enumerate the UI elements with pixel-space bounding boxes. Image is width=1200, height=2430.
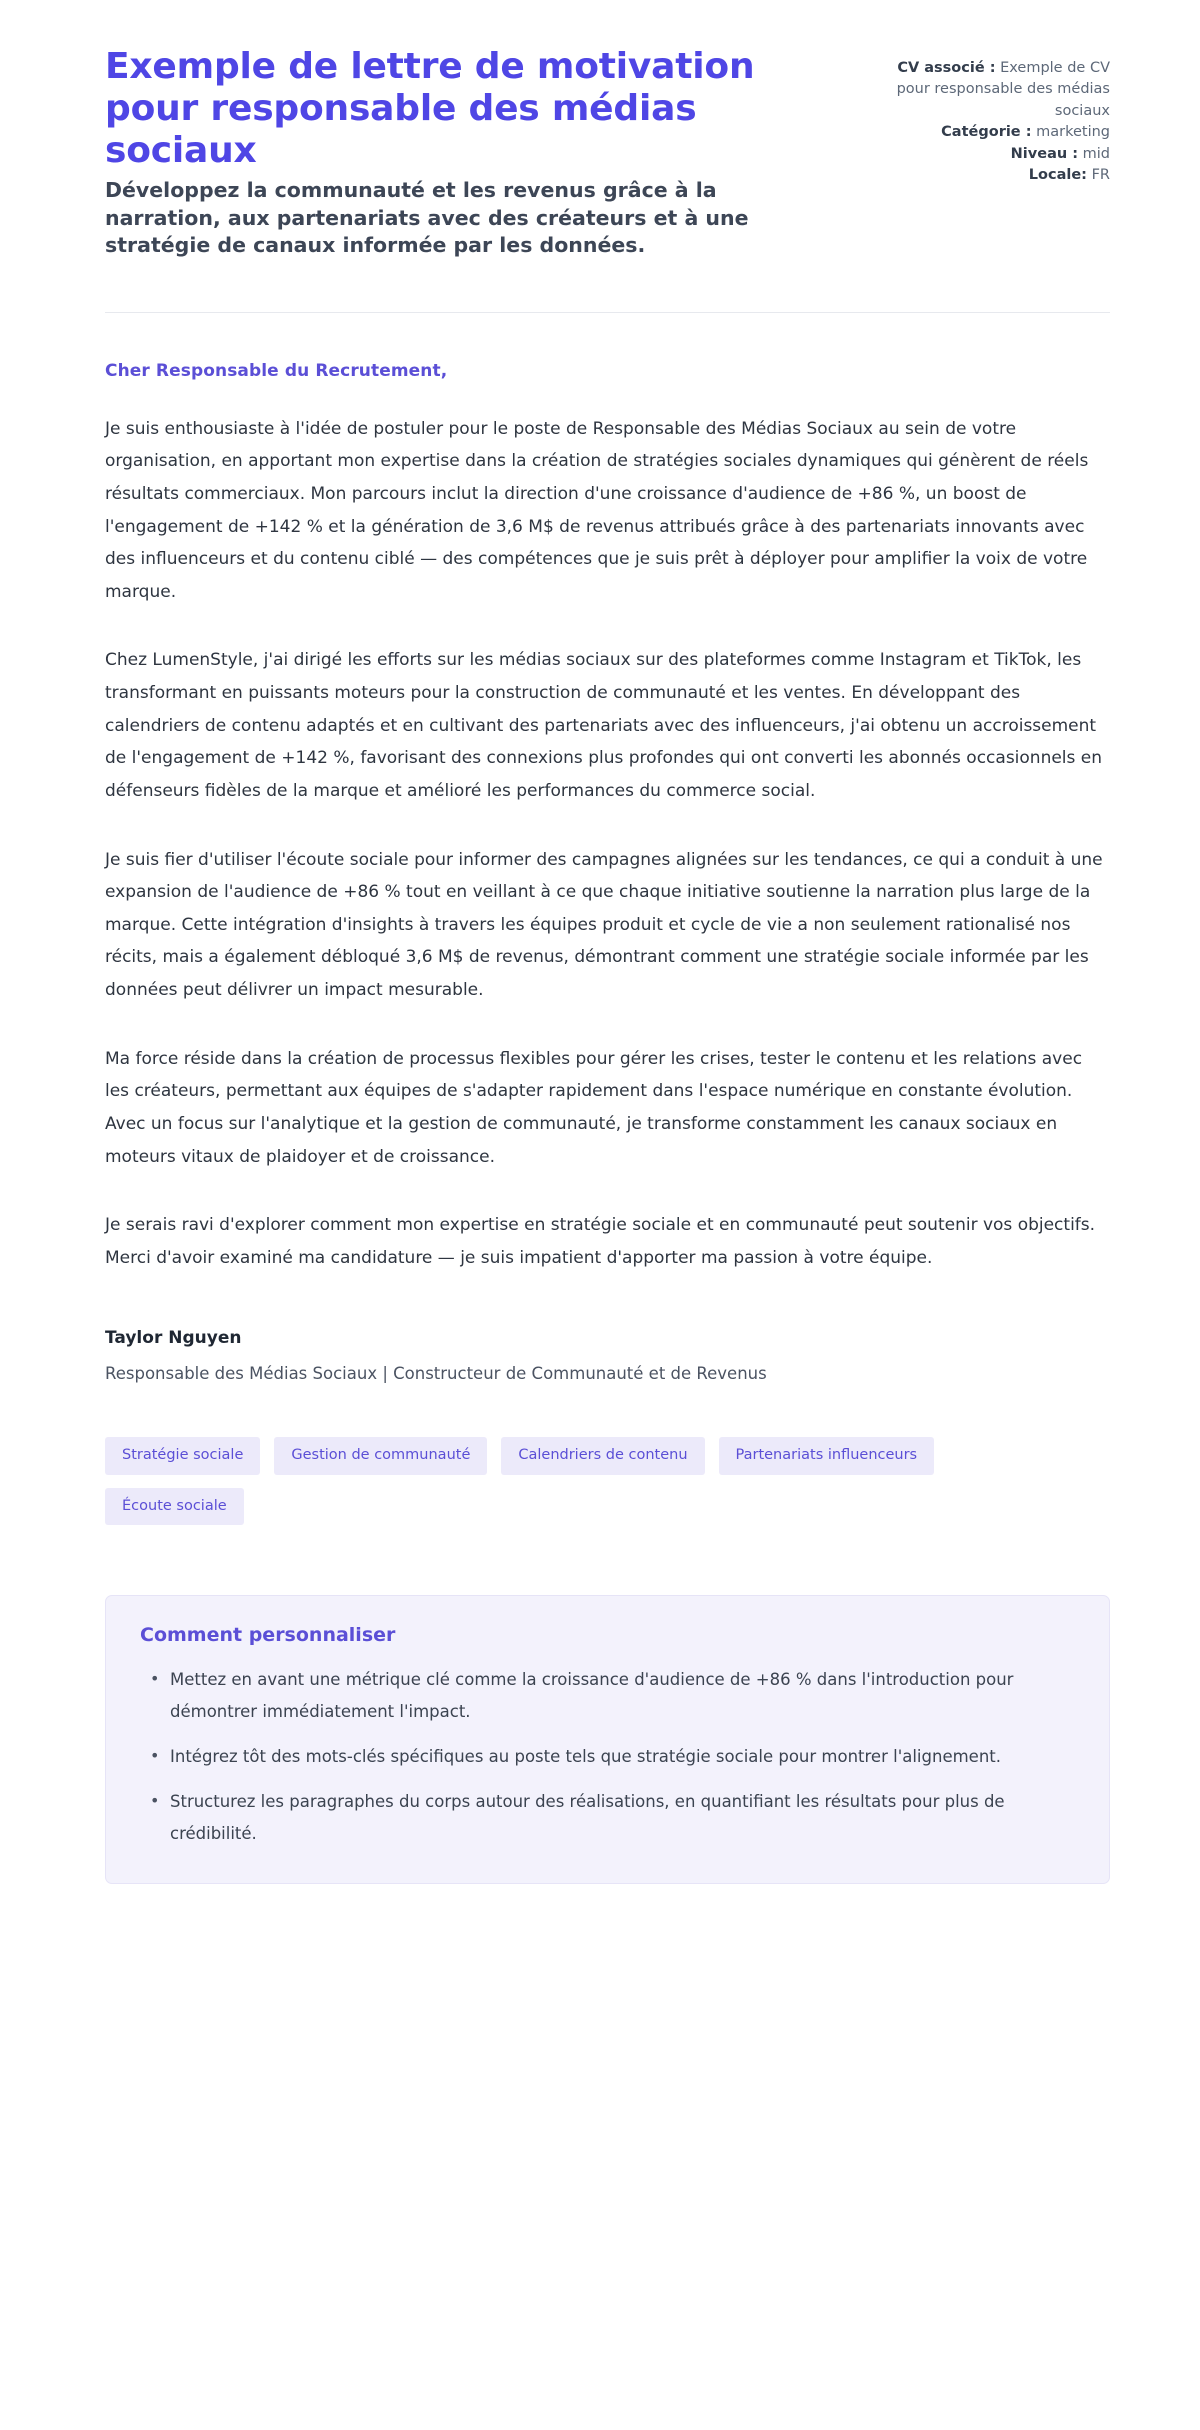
tag-list bbox=[105, 1437, 1065, 1525]
tag-chip[interactable]: Gestion de communauté bbox=[274, 1437, 487, 1475]
letter-paragraph: Chez LumenStyle, j'ai dirigé les efforts sur les médias sociaux sur des plateformes comme Instagram et TikTok, les transformant en puissants moteurs pour la construction de communauté et les ventes. En développant des calendriers de contenu adaptés et en cultivant des partenariats avec des influenceurs, j'ai obtenu un accroissement de l'engagement de +142 %, favorisant des connexions plus profondes qui ont converti les abonnés occasionnels en défenseurs fidèles de la marque et amélioré les performances du commerce social. bbox=[105, 650, 1103, 801]
letter-salutation: Cher Responsable du Recrutement, bbox=[105, 360, 448, 381]
header-text-block bbox=[105, 46, 835, 260]
letter-paragraph: Je serais ravi d'explorer comment mon expertise en stratégie sociale et en communauté peut soutenir vos objectifs. Merci d'avoir examiné ma candidature — je suis impatient d'apporter ma passion à votre équipe. bbox=[105, 1215, 1096, 1268]
letter-paragraph-list bbox=[105, 413, 1110, 1275]
meta-value-category: marketing bbox=[1036, 124, 1110, 141]
meta-row-category bbox=[895, 122, 1110, 143]
meta-label-level: Niveau : bbox=[1010, 145, 1079, 162]
signature-name: Taylor Nguyen bbox=[105, 1328, 242, 1349]
meta-label-category: Catégorie : bbox=[941, 124, 1032, 141]
tips-list-item: • Mettez en avant une métrique clé comme la croissance d'audience de +86 % dans l'introduction pour démontrer immédiatement l'impact. bbox=[162, 1664, 1075, 1727]
tag-chip[interactable]: Calendriers de contenu bbox=[501, 1437, 704, 1475]
signature-role: Responsable des Médias Sociaux | Constructeur de Communauté et de Revenus bbox=[105, 1364, 767, 1384]
customization-tips-panel bbox=[105, 1595, 1110, 1884]
tag-chip[interactable]: Écoute sociale bbox=[105, 1488, 244, 1526]
tips-title: Comment personnaliser bbox=[140, 1624, 396, 1647]
meta-label-locale: Locale: bbox=[1028, 167, 1087, 184]
letter-body bbox=[105, 313, 1110, 1884]
tag-chip[interactable]: Partenariats influenceurs bbox=[719, 1437, 935, 1475]
signature-block bbox=[105, 1328, 1110, 1387]
meta-value-level: mid bbox=[1082, 145, 1110, 162]
page-title: Exemple de lettre de motivation pour responsable des médias sociaux bbox=[105, 46, 755, 171]
meta-row-level bbox=[895, 144, 1110, 165]
meta-row-locale bbox=[895, 165, 1110, 186]
meta-row-linked-resume bbox=[895, 58, 1110, 122]
tips-list-item: • Intégrez tôt des mots-clés spécifiques au poste tels que stratégie sociale pour montrer l'alignement. bbox=[162, 1741, 1075, 1772]
meta-label-linked-resume: CV associé : bbox=[897, 60, 996, 76]
meta-value-locale: FR bbox=[1091, 167, 1110, 184]
tag-chip[interactable]: Stratégie sociale bbox=[105, 1437, 260, 1475]
page-header bbox=[105, 46, 1110, 260]
tips-list bbox=[140, 1664, 1075, 1849]
letter-paragraph: Je suis enthousiaste à l'idée de postuler pour le poste de Responsable des Médias Sociaux au sein de votre organisation, en apportant mon expertise dans la création de stratégies sociales dynamiques qui génèrent de réels résultats commerciaux. Mon parcours inclut la direction d'une croissance d'audience de +86 %, un boost de l'engagement de +142 % et la génération de 3,6 M$ de revenus attribués grâce à des partenariats innovants avec des influenceurs et du contenu ciblé — des compétences que je suis prêt à déployer pour amplifier la voix de votre marque. bbox=[105, 418, 1089, 602]
letter-paragraph: Ma force réside dans la création de processus flexibles pour gérer les crises, tester le contenu et les relations avec les créateurs, permettant aux équipes de s'adapter rapidement dans l'espace numérique en constante évolution. Avec un focus sur l'analytique et la gestion de communauté, je transforme constamment les canaux sociaux en moteurs vitaux de plaidoyer et de croissance. bbox=[105, 1048, 1083, 1167]
tips-list-item: • Structurez les paragraphes du corps autour des réalisations, en quantifiant les résultats pour plus de crédibilité. bbox=[162, 1786, 1075, 1849]
document-metadata bbox=[895, 46, 1110, 187]
page-subtitle: Développez la communauté et les revenus grâce à la narration, aux partenariats avec des créateurs et à une stratégie de canaux informée par les données. bbox=[105, 178, 749, 258]
letter-paragraph: Je suis fier d'utiliser l'écoute sociale pour informer des campagnes alignées sur les tendances, ce qui a conduit à une expansion de l'audience de +86 % tout en veillant à ce que chaque initiative soutienne la narration plus large de la marque. Cette intégration d'insights à travers les équipes produit et cycle de vie a non seulement rationalisé nos récits, mais a également débloqué 3,6 M$ de revenus, démontrant comment une stratégie sociale informée par les données peut délivrer un impact mesurable. bbox=[105, 849, 1103, 1001]
meta-value-linked-resume: Exemple de CV pour responsable des médias sociaux bbox=[896, 60, 1110, 119]
